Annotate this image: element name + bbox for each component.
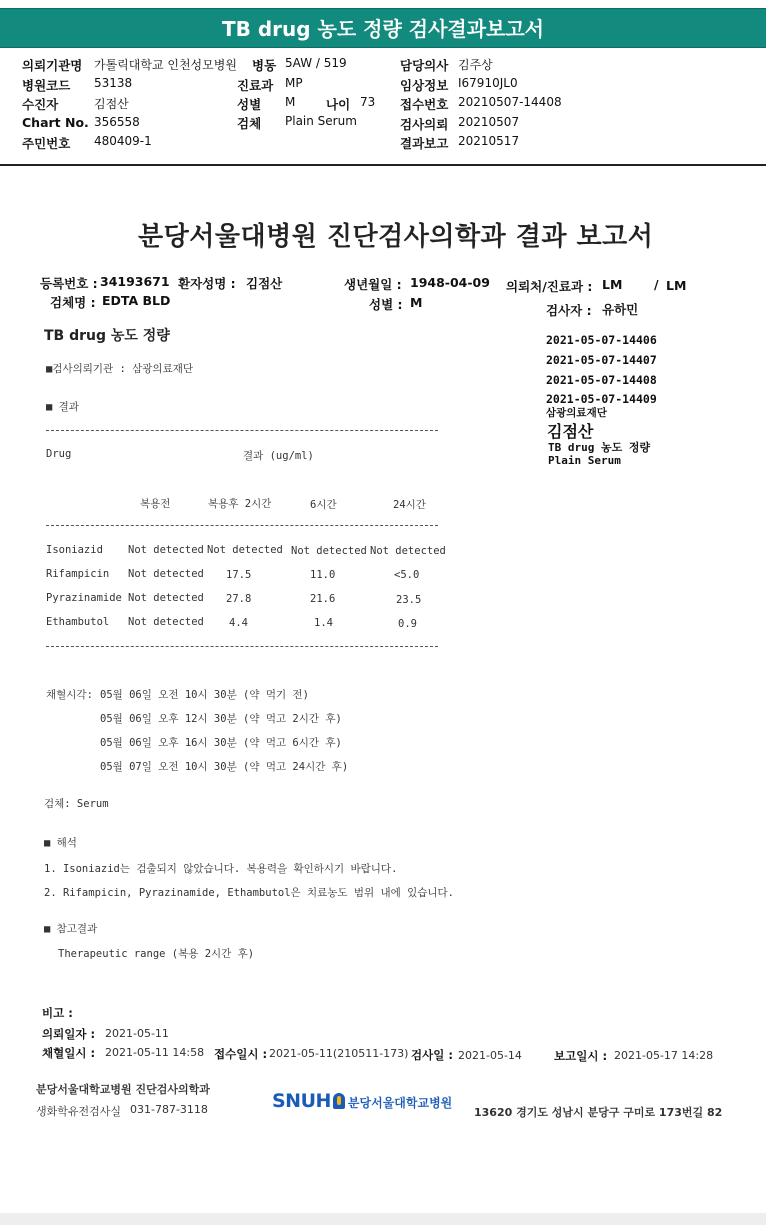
specimen-name-value: EDTA BLD	[102, 293, 171, 308]
draw-value: 2021-05-11 14:58	[105, 1046, 205, 1059]
divider-2	[46, 525, 438, 526]
referral-separator: /	[654, 277, 659, 292]
hospital-address: 13620 경기도 성남시 분당구 구미로 173번길 82	[474, 1106, 723, 1119]
row-drug-ethambutol: Ethambutol	[46, 616, 110, 628]
cell: 0.9	[398, 618, 417, 630]
age-value: 73	[360, 95, 376, 109]
agency-line: ■검사의뢰기관 : 삼광의료재단	[46, 363, 194, 375]
lab-phone: 031-787-3118	[130, 1103, 208, 1116]
cell: 11.0	[310, 569, 336, 581]
time-col-2h: 복용후 2시간	[208, 498, 272, 510]
tester-label: 검사자 :	[546, 303, 592, 318]
header-info	[0, 48, 766, 168]
code-value: 53138	[94, 76, 133, 90]
reg-label: 등록번호 :	[40, 276, 98, 291]
lab-name: 생화학유전검사실	[36, 1105, 122, 1118]
cell: 17.5	[226, 569, 252, 581]
divider-3	[46, 646, 438, 647]
stamp-code: 2021-05-07-14407	[546, 353, 657, 367]
specimen-note: 검체: Serum	[44, 798, 109, 810]
dob-value: 1948-04-09	[410, 275, 490, 290]
cell: Not detected	[207, 544, 283, 556]
result-column-label: 결과 (ug/ml)	[243, 450, 314, 462]
report-label: 결과보고	[400, 136, 449, 151]
snuh-logo-korean: 분당서울대학교병원	[347, 1096, 453, 1110]
snuh-logo-text: SNUH	[272, 1090, 331, 1112]
id-label: 주민번호	[22, 136, 71, 151]
sampling-label: 채혈시각:	[46, 689, 93, 701]
time-col-6h: 6시간	[310, 499, 337, 511]
request-date-value: 2021-05-11	[105, 1027, 169, 1040]
sex-label: 성별	[237, 97, 262, 112]
hospital-label: 의뢰기관명	[22, 58, 83, 73]
report-date-label: 보고일시 :	[554, 1049, 608, 1063]
time-col-pre: 복용전	[140, 498, 171, 510]
sampling-time: 05월 06일 오후 12시 30분 (약 먹고 2시간 후)	[100, 713, 342, 725]
cell: Not detected	[128, 592, 204, 604]
receipt-label: 접수번호	[400, 97, 449, 112]
chart-value: 356558	[94, 115, 140, 129]
code-label: 병원코드	[22, 78, 71, 93]
receipt-date-value: 2021-05-11(210511-173)	[269, 1047, 409, 1060]
divider-1	[46, 430, 438, 431]
name-value: 김점산	[246, 276, 283, 291]
referral-label: 의뢰처/진료과 :	[506, 279, 593, 294]
lab-report	[0, 168, 766, 1213]
test-date-label: 검사일 :	[411, 1048, 453, 1062]
specimen-name-label: 검체명 :	[50, 295, 96, 310]
header-divider	[0, 164, 766, 166]
dept-value: MP	[285, 76, 303, 90]
cell: Not detected	[128, 544, 204, 556]
doc-sex-label: 성별 :	[369, 297, 403, 312]
specimen-label: 검체	[237, 116, 262, 131]
reference-text: Therapeutic range (복용 2시간 후)	[58, 948, 255, 960]
cell: Not detected	[128, 616, 204, 628]
draw-label: 채혈일시 :	[42, 1046, 96, 1060]
stamp-specimen: Plain Serum	[548, 454, 621, 467]
request-label: 검사의뢰	[400, 117, 449, 132]
ward-label: 병동	[252, 58, 277, 73]
name-label: 환자성명 :	[178, 276, 236, 291]
result-heading: ■ 결과	[46, 401, 79, 413]
dept-label: 진료과	[237, 78, 274, 93]
reference-heading: ■ 참고결과	[44, 923, 98, 935]
patient-value: 김점산	[94, 97, 129, 111]
cell: 4.4	[229, 617, 248, 629]
ward-value: 5AW / 519	[285, 56, 347, 70]
age-label: 나이	[326, 97, 351, 112]
cell: Not detected	[370, 545, 446, 557]
receipt-value: 20210507-14408	[458, 95, 562, 109]
stamp-code: 2021-05-07-14408	[546, 373, 657, 387]
stamp-patient-name: 김점산	[547, 422, 594, 441]
stamp-org: 삼광의료재단	[546, 407, 607, 419]
stamp-test: TB drug 농도 정량	[548, 441, 651, 454]
clinical-value: I67910JL0	[458, 76, 518, 90]
sampling-time: 05월 06일 오후 16시 30분 (약 먹고 6시간 후)	[100, 737, 342, 749]
doctor-value: 김주상	[458, 58, 493, 72]
interpretation-heading: ■ 해석	[44, 837, 77, 849]
department-name: 분당서울대학교병원 진단검사의학과	[36, 1083, 210, 1096]
patient-label: 수진자	[22, 97, 59, 112]
row-drug-rifampicin: Rifampicin	[46, 568, 110, 580]
request-value: 20210507	[458, 115, 520, 129]
request-date-label: 의뢰일자 :	[42, 1027, 96, 1041]
interpretation-line: 2. Rifampicin, Pyrazinamide, Ethambutol은 치료농도 범위 내에 있습니다.	[44, 887, 455, 899]
referral-value-b: LM	[666, 278, 687, 293]
report-value: 20210517	[458, 134, 520, 148]
reg-value: 34193671	[100, 274, 170, 289]
cell: 1.4	[314, 617, 333, 629]
cell: 23.5	[396, 594, 422, 606]
stamp-code: 2021-05-07-14409	[546, 392, 657, 406]
doc-sex-value: M	[410, 295, 423, 310]
report-title: TB drug 농도 정량 검사결과보고서	[0, 8, 766, 48]
hospital-symbol-icon	[333, 1093, 345, 1109]
cell: 27.8	[226, 593, 252, 605]
row-drug-isoniazid: Isoniazid	[46, 544, 103, 556]
snuh-logo	[272, 1090, 452, 1112]
dob-label: 생년월일 :	[344, 277, 402, 292]
chart-label: Chart No.	[22, 115, 89, 130]
report-date-value: 2021-05-17 14:28	[614, 1049, 714, 1062]
row-drug-pyrazinamide: Pyrazinamide	[46, 592, 122, 604]
time-col-24h: 24시간	[393, 499, 426, 511]
drug-column-label: Drug	[46, 448, 72, 460]
sampling-time: 05월 07일 오전 10시 30분 (약 먹고 24시간 후)	[100, 761, 349, 773]
stamp-code: 2021-05-07-14406	[546, 333, 657, 347]
cell: Not detected	[291, 545, 367, 557]
test-date-value: 2021-05-14	[458, 1049, 522, 1062]
sex-value: M	[285, 95, 296, 109]
referral-value-a: LM	[602, 277, 623, 292]
clinical-label: 임상정보	[400, 78, 449, 93]
tester-value: 유하민	[602, 302, 639, 317]
cell: Not detected	[128, 568, 204, 580]
specimen-value: Plain Serum	[285, 114, 357, 128]
id-value: 480409-1	[94, 134, 152, 148]
hospital-value: 가톨릭대학교 인천성모병원	[94, 58, 237, 72]
cell: <5.0	[394, 569, 420, 581]
test-name: TB drug 농도 정량	[44, 328, 170, 344]
report-heading: 분당서울대병원 진단검사의학과 결과 보고서	[138, 222, 654, 252]
cell: 21.6	[310, 593, 336, 605]
receipt-date-label: 접수일시 :	[214, 1047, 268, 1061]
page-bottom-strip	[0, 1213, 766, 1225]
remark-label: 비고 :	[42, 1006, 73, 1020]
doctor-label: 담당의사	[400, 58, 449, 73]
sampling-time: 05월 06일 오전 10시 30분 (약 먹기 전)	[100, 689, 309, 701]
interpretation-line: 1. Isoniazid는 검출되지 않았습니다. 복용력을 확인하시기 바랍니다.	[44, 863, 398, 875]
